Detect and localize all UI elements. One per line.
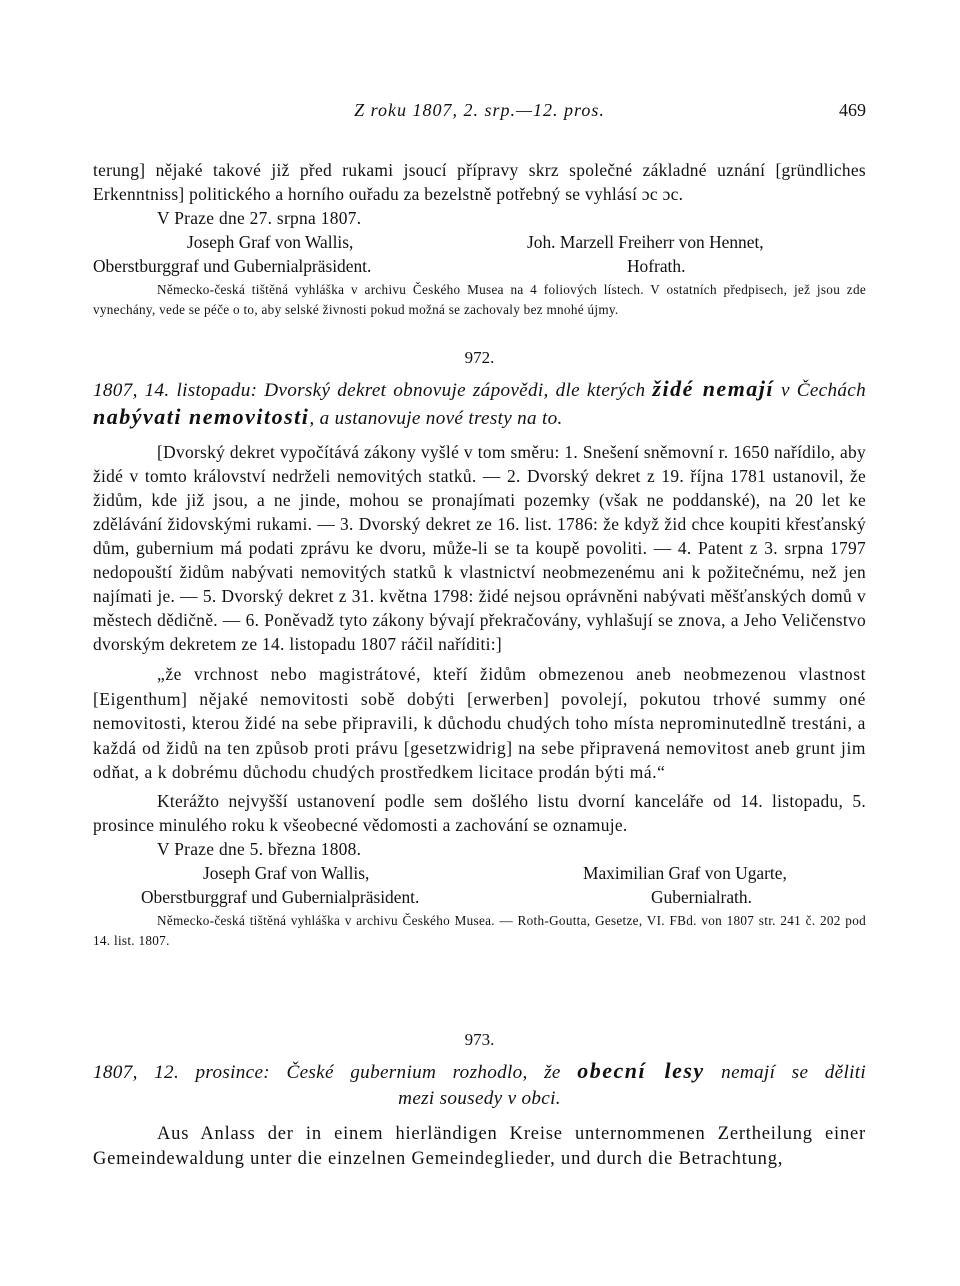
signatory-left-name: Joseph Graf von Wallis, (187, 232, 354, 252)
doc-972-intro: [Dvorský dekret vypočítává zákony vyšlé v tom směru: 1. Snešení sněmovní r. 1650 nařídilo, aby židé v tomto království nedrželi nemovitých statků. — 2. Dvorský dekret z 19. října 1781 ustanovil, že židům, kde již jsou, a ne jinde, mohou se pronajímati pozemky (však ne poddanské), na 20 let ke zdělávání židovskými rukami. — 3. Dvorský dekret ze 16. list. 1786: že když žid chce koupiti křesťanský dům, gubernium má podati zprávu ke dvoru, může-li se ta koupě povoliti. — 4. Patent z 3. srpna 1797 nedopouští židům nabývati nemovitých statků k vlastnictví neobmezenému ani k požitečnému, než jen najímati je. — 5. Dvorský dekret z 31. května 1798: židé nejsou oprávněni nabývati měšťanských domů v městech dědičně. — 6. Poněvadž tyto zákony bývají překračovány, vyhlašují se znova, a Jeho Veličenstvo dvorským dekretem ze 14. listopadu 1807 ráčil naříditi:] (93, 442, 866, 654)
doc-972-heading-emphasis-2: nabývati nemovitosti (93, 404, 310, 429)
signatory-right-title: Gubernialrath. (651, 886, 752, 907)
signatory-left-title: Oberstburggraf und Gubernialpräsident. (141, 886, 420, 907)
doc-972 (93, 348, 866, 951)
doc-972-heading-date: 1807, 14. listopadu: (93, 380, 258, 401)
running-title: Z roku 1807, 2. srp.—12. pros. (354, 100, 605, 120)
doc-972-heading-part-b: v Čechách (774, 380, 866, 401)
signatory-left-name: Joseph Graf von Wallis, (203, 862, 370, 883)
doc-971-signature-names (93, 230, 866, 254)
doc-972-heading-part-c: , a ustanovuje nové tresty na to. (309, 408, 563, 429)
doc-973 (93, 1030, 866, 1172)
doc-971-tail (93, 158, 866, 320)
signatory-right-title: Hofrath. (627, 256, 686, 276)
doc-973-heading-date: 1807, 12. prosince: (93, 1062, 270, 1083)
doc-973-heading-part-a: České gubernium rozhodlo, že (270, 1062, 578, 1083)
doc-972-heading-emphasis-1: židé nemají (652, 376, 775, 401)
running-header (93, 100, 866, 130)
doc-973-heading-part-b: nemají se děliti (704, 1062, 866, 1083)
doc-971-signature-titles (93, 254, 866, 278)
doc-971-continuation: terung] nějaké takové již před rukami jsoucí přípravy skrz společné základné uznání [gründliches Erkenntniss] politického a horního ouřadu za bezelstně potřebný se vyhlásí ɔc ɔc. (93, 160, 866, 204)
doc-972-closing: Kterážto nejvyšší ustanovení podle sem došlého listu dvorní kanceláře od 14. listopadu, 5. prosince minulého roku k všeobecné vědomosti a zachování se oznamuje. (93, 790, 866, 835)
doc-972-source-note: Německo-česká tištěná vyhláška v archivu Českého Musea. — Roth-Goutta, Gesetze, VI. FBd. von 1807 str. 241 č. 202 pod 14. list. 1807. (93, 912, 866, 948)
doc-972-number: 972. (464, 348, 495, 367)
doc-972-signature-names (93, 861, 866, 885)
doc-973-heading-emphasis: obecní lesy (577, 1058, 705, 1083)
doc-971-source-note: Německo-česká tištěná vyhláška v archivu Českého Musea na 4 foliových lístech. V ostatních předpisech, jež jsou zde vynechány, vede se péče o to, aby selské živnosti pokud možná se zachovaly bez mnohé újmy. (93, 282, 866, 317)
doc-972-heading (93, 376, 866, 432)
doc-973-heading (93, 1058, 866, 1086)
doc-971-date: V Praze dne 27. srpna 1807. (157, 208, 362, 228)
doc-973-heading-line-2: mezi sousedy v obci. (398, 1088, 561, 1109)
doc-972-date: V Praze dne 5. března 1808. (157, 838, 362, 859)
signatory-right-name: Joh. Marzell Freiherr von Hennet, (527, 232, 764, 252)
doc-973-text: Aus Anlass der in einem hierländigen Kreise unternommenen Zertheilung einer Gemeindewaldung unter die einzelnen Gemeindeglieder, und durch die Betrachtung, (93, 1124, 866, 1169)
page-number: 469 (839, 100, 866, 120)
doc-973-number: 973. (464, 1030, 495, 1049)
signatory-right-name: Maximilian Graf von Ugarte, (583, 862, 787, 883)
doc-972-signature-titles (93, 885, 866, 909)
signatory-left-title: Oberstburggraf und Gubernialpräsident. (93, 256, 372, 276)
doc-972-heading-part-a: Dvorský dekret obnovuje zápovědi, dle kterých (257, 380, 653, 401)
doc-972-quote: „že vrchnost nebo magistrátové, kteří židům obmezenou aneb neobmezenou vlastnost [Eigenthum] nějaké nemovitosti sobě dobýti [erwerben] povolejí, pokutou trhové summy oné nemovitosti, kterou židé na sebe připravili, k důchodu chudých toho místa neprominutedlně trestáni, a každá od židů na ten způsob proti právu [gesetzwidrig] na sebe připravená nemovitost aneb grunt jim odňat, a k dobrému důchodu chudých prostředkem licitace prodán býti má.“ (93, 664, 866, 782)
